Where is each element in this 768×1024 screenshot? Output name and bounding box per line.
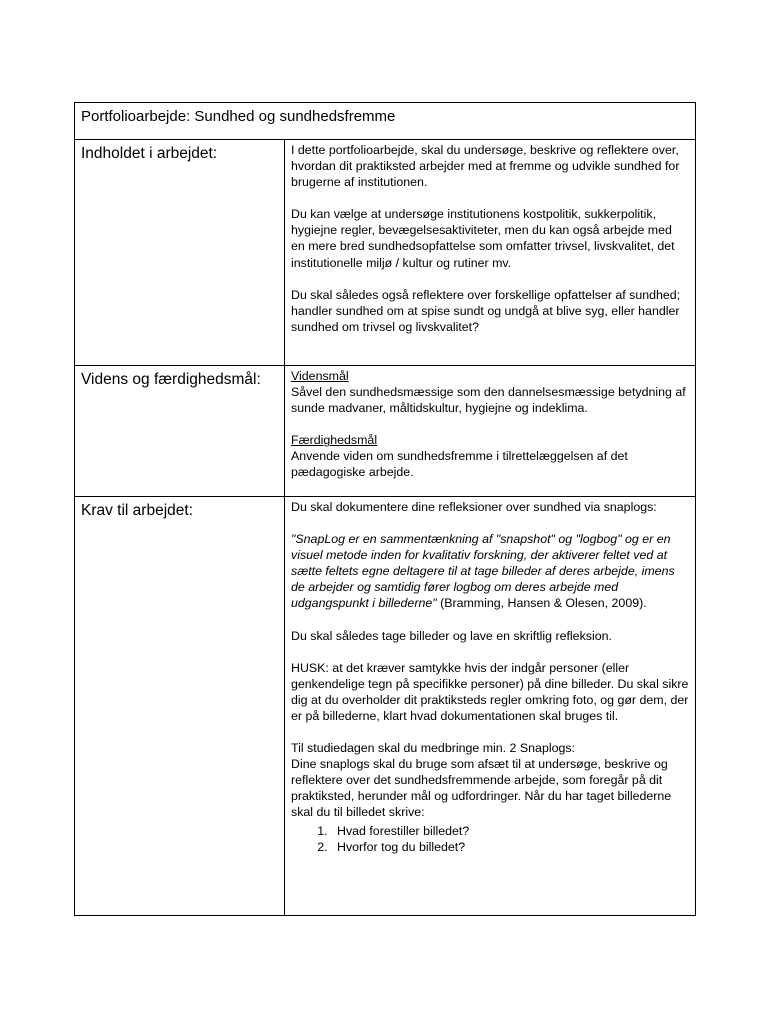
list-item: 1. Hvad forestiller billedet? xyxy=(331,823,689,839)
row-label-requirements: Krav til arbejdet: xyxy=(75,497,285,916)
knowledge-goal-text: Såvel den sundhedsmæssige som den dannelsesmæssige betydning af sunde madvaner, måltidskultur, hygiejne og indeklima. xyxy=(291,385,686,416)
skill-goal-text: Anvende viden om sundhedsfremme i tilrettelæggelsen af det pædagogiske arbejde. xyxy=(291,449,628,480)
row-label-content: Indholdet i arbejdet: xyxy=(75,140,285,366)
row-label-goals: Videns og færdighedsmål: xyxy=(75,366,285,497)
paragraph: Du skal dokumentere dine refleksioner over sundhed via snaplogs: xyxy=(291,500,657,514)
paragraph: Til studiedagen skal du medbringe min. 2 Snaplogs: xyxy=(291,741,576,756)
paragraph: HUSK: at det kræver samtykke hvis der indgår personer (eller genkendelige tegn på specifikke personer) på dine billeder. Du skal sikre dig at du overholder dit praktiksteds regler omkring foto, og gør dem, der er på billederne, klart hvad dokumentationen skal bruges til. xyxy=(291,660,689,723)
knowledge-goal-heading: Vidensmål xyxy=(291,369,349,383)
portfolio-table xyxy=(74,102,696,916)
paragraph: I dette portfolioarbejde, skal du undersøge, beskrive og reflektere over, hvordan dit praktiksted arbejder med at fremme og udvikle sundhed for brugerne af institutionen. xyxy=(291,143,680,190)
quote-text: "SnapLog er en sammentænkning af "snapshot" og "logbog" og er en visuel metode inden for kvalitativ forskning, der aktiverer feltet ved at sætte feltets egne deltagere til at tage billeder af deres arbejde, imens de arbejder og samtidig fører logbog om deres arbejde med udgangspunkt i billederne" xyxy=(291,532,675,611)
paragraph: Du skal således også reflektere over forskellige opfattelser af sundhed; handler sundhed om at spise sundt og undgå at blive syg, eller handler sundhed om trivsel og livskvalitet? xyxy=(291,287,681,334)
table-row xyxy=(75,497,696,916)
document-title: Portfolioarbejde: Sundhed og sundhedsfremme xyxy=(75,103,696,140)
row-content-goals xyxy=(285,366,696,497)
table-row xyxy=(75,140,696,366)
row-content-requirements xyxy=(285,497,696,916)
row-content-description xyxy=(285,140,696,366)
paragraph: Du kan vælge at undersøge institutionens kostpolitik, sukkerpolitik, hygiejne regler, bevægelsesaktiviteter, men du kan også arbejde med en mere bred sundhedsopfattelse som omfatter trivsel, livskvalitet, det institutionelle miljø / kultur og rutiner mv. xyxy=(291,207,675,270)
quote-paragraph xyxy=(291,531,689,611)
citation: (Bramming, Hansen & Olesen, 2009). xyxy=(436,596,647,611)
question-list xyxy=(291,823,689,855)
table-row xyxy=(75,366,696,497)
paragraph: Du skal således tage billeder og lave en skriftlig refleksion. xyxy=(291,628,612,643)
title-row xyxy=(75,103,696,140)
paragraph: Dine snaplogs skal du bruge som afsæt til at undersøge, beskrive og reflektere over det sundhedsfremmende arbejde, som foregår på dit praktiksted, herunder mål og udfordringer. Når du har taget billederne skal du til billedet skrive: xyxy=(291,757,672,820)
skill-goal-heading: Færdighedsmål xyxy=(291,433,378,448)
list-item: 2. Hvorfor tog du billedet? xyxy=(331,839,689,855)
